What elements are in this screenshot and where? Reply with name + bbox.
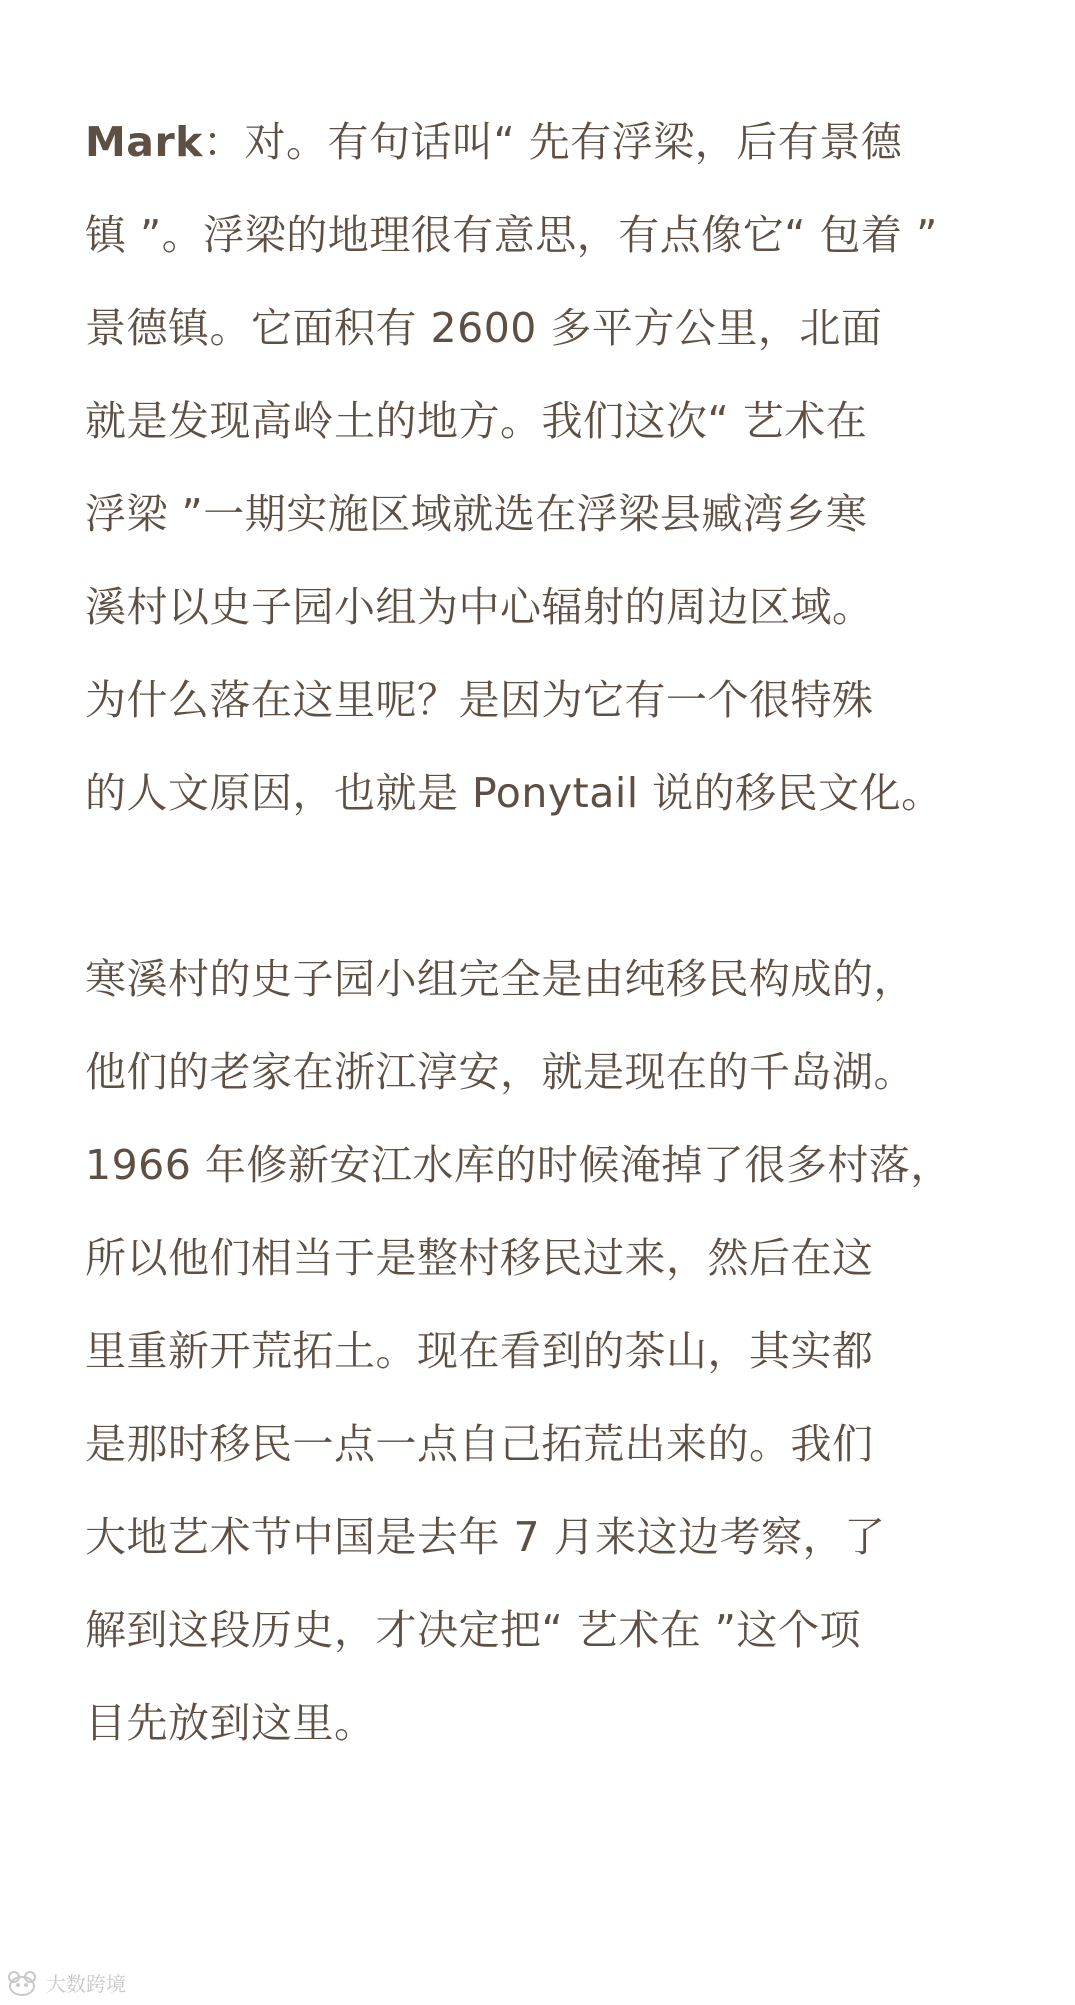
text-line: 的人文原因，也就是 Ponytail 说的移民文化。 — [85, 769, 943, 817]
text-line: 目先放到这里。 — [85, 1699, 376, 1747]
text-line: 解到这段历史，才决定把“ 艺术在 ”这个项 — [85, 1606, 862, 1654]
paragraph-2 — [85, 933, 1015, 1770]
line-text: ：对。有句话叫“ 先有浮梁，后有景德 — [202, 118, 903, 166]
text-line: 是那时移民一点一点自己拓荒出来的。我们 — [85, 1420, 874, 1468]
speaker-name: Mark — [85, 118, 203, 166]
article-body — [85, 96, 1015, 1770]
text-line: 就是发现高岭土的地方。我们这次“ 艺术在 — [85, 397, 868, 445]
text-line: 所以他们相当于是整村移民过来，然后在这 — [85, 1234, 874, 1282]
text-line: 1966 年修新安江水库的时候淹掉了很多村落， — [85, 1141, 952, 1189]
text-line: 溪村以史子园小组为中心辐射的周边区域。 — [85, 583, 874, 631]
watermark-text: 大数跨境 — [46, 1972, 126, 1996]
paragraph-1 — [85, 96, 1015, 840]
text-line: 他们的老家在浙江淳安，就是现在的千岛湖。 — [85, 1048, 915, 1096]
watermark — [6, 1968, 126, 1997]
text-line: 大地艺术节中国是去年 7 月来这边考察，了 — [85, 1513, 886, 1561]
text-line: 景德镇。它面积有 2600 多平方公里，北面 — [85, 304, 883, 352]
panda-logo-icon — [6, 1970, 40, 1996]
text-line: 里重新开荒拓土。现在看到的茶山，其实都 — [85, 1327, 874, 1375]
text-line: 为什么落在这里呢？是因为它有一个很特殊 — [85, 676, 874, 724]
text-line: 寒溪村的史子园小组完全是由纯移民构成的， — [85, 955, 915, 1003]
text-line: 浮梁 ”一期实施区域就选在浮梁县臧湾乡寒 — [85, 490, 868, 538]
text-line — [85, 96, 1015, 189]
text-line: 镇 ”。浮梁的地理很有意思，有点像它“ 包着 ” — [85, 211, 938, 259]
